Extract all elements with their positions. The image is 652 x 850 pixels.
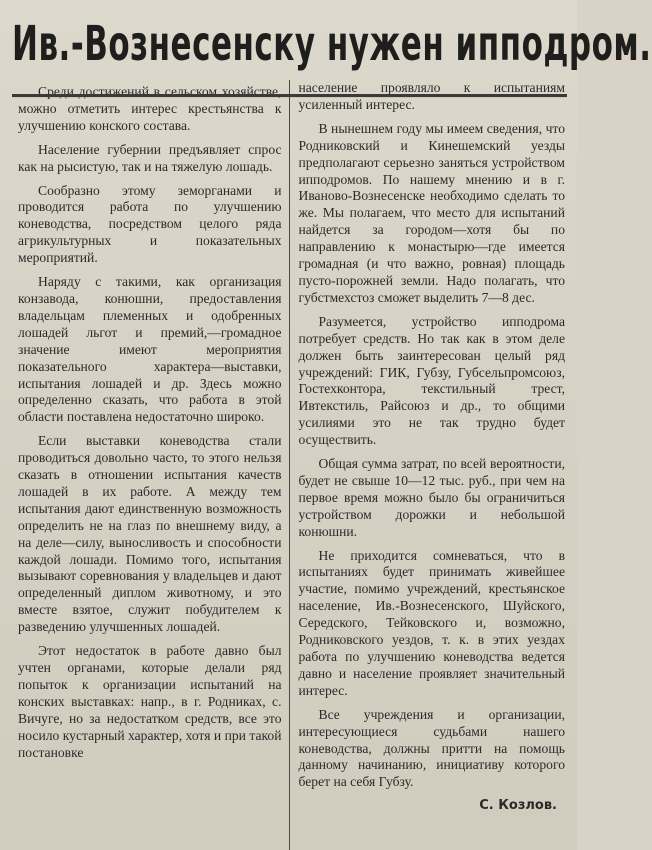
paragraph-continued: население проявляло к испытаниям усиленный интерес.	[298, 80, 565, 112]
paragraph: Разумеется, устройство ипподрома потребует средств. Но так как в этом деле должен быть заинтересован целый ряд учреждений: ГИК, Губзу, Губсельпромсоюз, Гостехконтора, текстильный трест, Ивтекстиль, Райсоюз и др., то общими усилиями это не так трудно будет осуществить.	[298, 313, 565, 448]
paragraph: Этот недостаток в работе давно был учтен органами, которые делали ряд попыток к организации испытаний на конских выставках: напр., в г. Родниках, с. Вичуге, но за недостатком средств, все это носило кустарный характер, хотя и при такой постановке	[18, 643, 282, 760]
article-body	[12, 80, 567, 850]
left-column	[12, 80, 290, 850]
right-column	[290, 80, 568, 850]
paragraph: В нынешнем году мы имеем сведения, что Родниковский и Кинешемский уезды предполагают серьезно заняться устройством ипподромов. По нашему мнению и в г. Иваново-Вознесенске необходимо сделать то же. Мы полагаем, что место для испытаний найдется за городом—хотя бы по направлению к монастырю—где имеется громадная (и что важно, ровная) площадь пусто-порожней земли. Надо полагать, что губстмехстоз сможет выделить 7—8 дес.	[298, 120, 565, 305]
paragraph: Сообразно этому земорганами и проводится работа по улучшению коневодства, посредством целого ряда агрикультурных и показательных мероприятий.	[18, 182, 282, 266]
paragraph: Среди достижений в сельском хозяйстве, можно отметить интерес крестьянства к улучшению конского состава.	[18, 84, 282, 133]
article-headline: Ив.-Вознесенску нужен ипподром.	[12, 1, 567, 97]
author-signature: С. Козлов.	[479, 798, 557, 814]
paragraph: Население губернии предъявляет спрос как на рысистую, так и на тяжелую лошадь.	[18, 141, 282, 174]
paragraph: Если выставки коневодства стали проводиться довольно часто, то этого нельзя сказать в отношении испытания качеств лошадей в их работе. А между тем испытания дают единственную возможность определить не на глаз по внешнему виду, а на деле—силу, выносливость и способности каждой лошади. Помимо того, испытания вызывают соревнования у владельцев и дают определенный диплом животному, и это вместе взятое, служит побудителем к разведению улучшенных лошадей.	[18, 433, 282, 635]
paragraph: Не приходится сомневаться, что в испытаниях будет принимать живейшее участие, помимо учреждений, крестьянское население, Ив.-Вознесенского, Шуйского, Середского, Тейковского и, возможно, Родниковского уездов, т. к. в этих уездах работа по улучшению коневодства ведется давно и население проявляет значительный интерес.	[298, 547, 565, 698]
paragraph: Все учреждения и организации, интересующиеся судьбами нашего коневодства, должны притти на помощь данному начинанию, инициативу которого берет на себя Губзу.	[298, 706, 565, 790]
paragraph: Наряду с такими, как организация конзавода, конюшни, предоставления владельцам племенных и одобренных лошадей льгот и премий,—громадное значение имеют мероприятия показательного характера—выставки, испытания лошадей и др. Здесь можно определенно сказать, что работа в этой области поставлена недостаточно широко.	[18, 274, 282, 425]
paragraph: Общая сумма затрат, по всей вероятности, будет не свыше 10—12 тыс. руб., при чем на первое время можно было бы ограничиться устройством дорожки и небольшой конюшни.	[298, 456, 565, 539]
